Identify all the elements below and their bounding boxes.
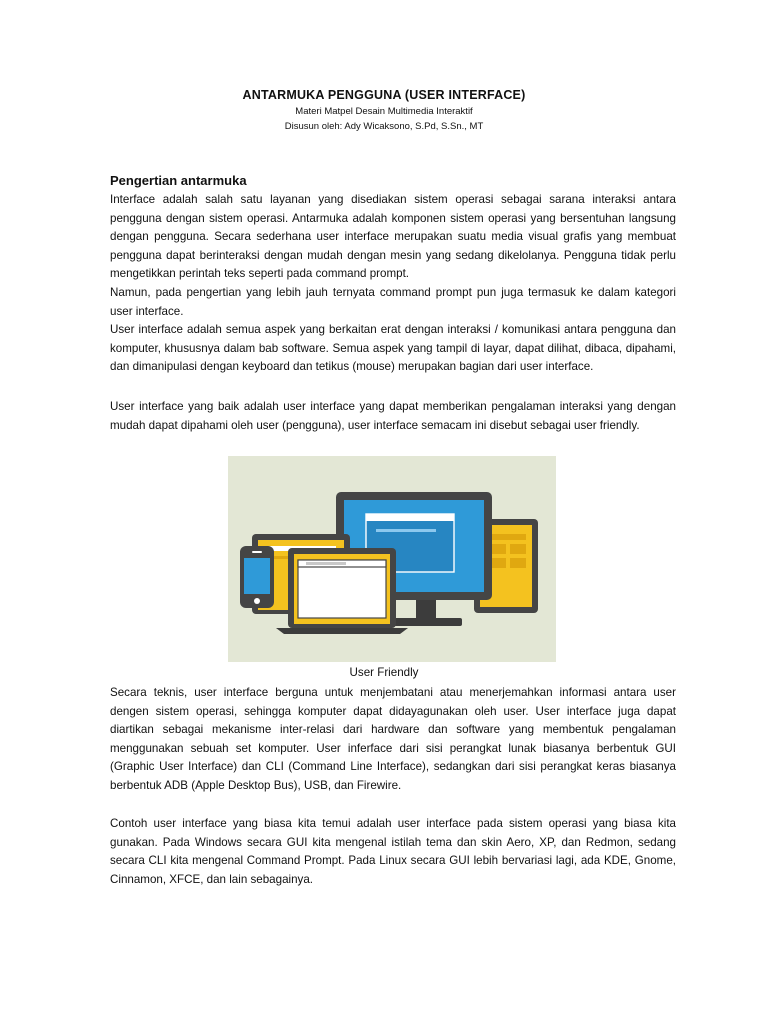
paragraph-text: Namun, pada pengertian yang lebih jauh ternyata command prompt pun juga termasuk ke dalam kategori user interface. bbox=[110, 285, 676, 318]
devices-illustration bbox=[228, 456, 556, 662]
phone-icon bbox=[240, 546, 274, 608]
document-title: ANTARMUKA PENGGUNA (USER INTERFACE) bbox=[242, 88, 526, 102]
laptop-icon bbox=[276, 548, 408, 634]
document-subtitle: Materi Matpel Desain Multimedia Interaktif bbox=[295, 106, 473, 117]
section-heading: Pengertian antarmuka bbox=[110, 173, 247, 188]
paragraph-user-friendly: User interface yang baik adalah user interface yang dapat memberikan pengalaman interaksi yang dengan mudah dapat dipahami oleh user (pengguna), user interface semacam ini disebut sebagai user friendly. bbox=[110, 400, 676, 432]
document-author: Disusun oleh: Ady Wicaksono, S.Pd, S.Sn., MT bbox=[284, 121, 484, 132]
document-header bbox=[0, 86, 768, 134]
paragraph-examples: Contoh user interface yang biasa kita temui adalah user interface pada sistem operasi yang biasa kita gunakan. Pada Windows secara GUI kita mengenal istilah tema dan skin Aero, XP, dan Redmon, sedang secara CLI kita mengenal Command Prompt. Pada Linux secara GUI lebih bervariasi lagi, ada KDE, Gnome, Cinnamon, XFCE, dan lain sebagainya. bbox=[110, 817, 676, 886]
figure-caption: User Friendly bbox=[349, 666, 419, 679]
paragraph-text: Interface adalah salah satu layanan yang disediakan sistem operasi sebagai sarana interaksi antara pengguna dengan sistem operasi. Antarmuka adalah komponen sistem operasi yang bersentuhan langsung dengan pengguna. Secara sederhana user interface merupakan suatu media visual grafis yang membuat pengguna dapat berinteraksi dengan mudah dengan mesin yang sedang dikelolanya. Pengguna tidak perlu mengetikkan perintah teks seperti pada command prompt. bbox=[110, 193, 676, 281]
paragraph-text: User interface adalah semua aspek yang berkaitan erat dengan interaksi / komunikasi antara pengguna dan komputer, khususnya dalam bab software. Semua aspek yang tampil di layar, dapat dilihat, dibaca, dipahami, dan dimanipulasi dengan keyboard dan tetikus (mouse) merupakan bagian dari user interface. bbox=[110, 323, 676, 374]
paragraph-definition bbox=[110, 191, 676, 377]
paragraph-technical: Secara teknis, user interface berguna untuk menjembatani atau menerjemahkan informasi antara user dengen sistem operasi, sehingga komputer dapat didayagunakan oleh user. User interface juga dapat diartikan sebagai mekanisme inter-relasi dari hardware dan software yang membentuk pengalaman menggunakan sebuah set komputer. User inferface dari sisi perangkat lunak biasanya berbentuk GUI (Graphic User Interface) dan CLI (Command Line Interface), sedangkan dari sisi perangkat keras biasanya berbentuk ADB (Apple Desktop Bus), USB, dan Firewire. bbox=[110, 686, 676, 792]
devices-illustration-svg bbox=[228, 456, 556, 662]
